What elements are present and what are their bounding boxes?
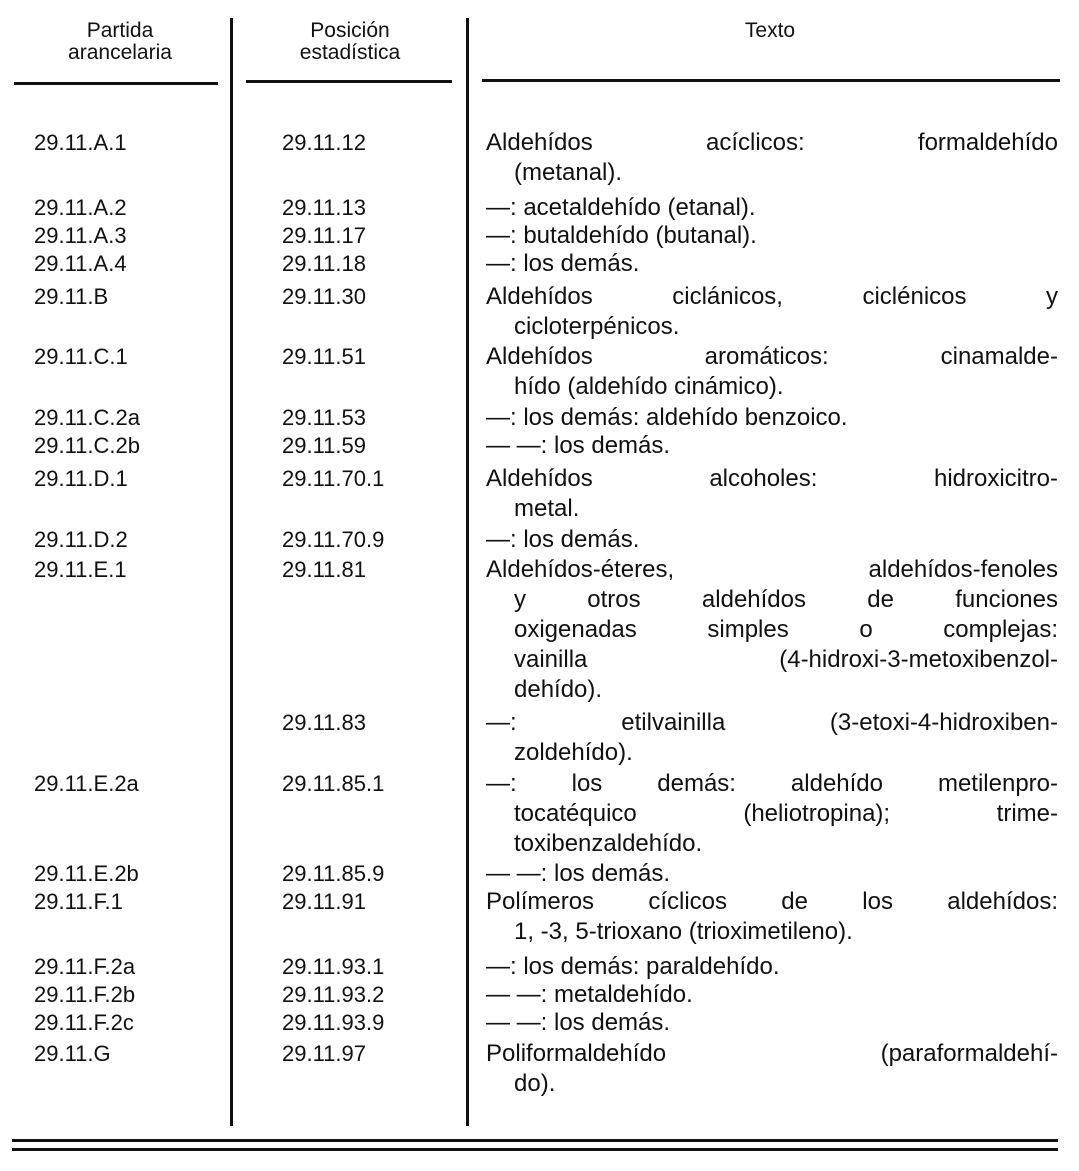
header-partida [20, 20, 220, 64]
partida-cell: 29.11.C.2a [34, 405, 141, 430]
texto-line: Aldehídos acíclicos: formaldehído [486, 129, 1058, 156]
posicion-cell: 29.11.93.2 [282, 982, 385, 1007]
texto-cell [486, 342, 1058, 402]
header-posicion [240, 20, 460, 64]
texto-line: tocatéquico (heliotropina); trime- [514, 800, 1058, 827]
texto-cell [486, 859, 1058, 889]
partida-cell: 29.11.A.1 [34, 130, 127, 155]
column-divider-2 [466, 18, 469, 1126]
texto-line: Aldehídos ciclánicos, ciclénicos y [486, 283, 1058, 310]
header-posicion-line1: Posición [310, 19, 390, 42]
texto-cell [486, 221, 1058, 251]
texto-line: —: los demás: paraldehído. [486, 953, 780, 980]
texto-cell [486, 464, 1058, 524]
posicion-cell: 29.11.30 [282, 284, 367, 309]
partida-cell: 29.11.A.2 [34, 195, 127, 220]
texto-line: — —: metaldehído. [486, 981, 693, 1008]
bottom-rule-1 [12, 1139, 1058, 1142]
posicion-cell: 29.11.91 [282, 889, 367, 914]
texto-line: —: butaldehído (butanal). [486, 222, 757, 249]
texto-line: y otros aldehídos de funciones [514, 586, 1058, 613]
partida-cell: 29.11.D.1 [34, 466, 128, 491]
posicion-cell: 29.11.70.9 [282, 527, 385, 552]
posicion-cell: 29.11.12 [282, 130, 367, 155]
partida-cell: 29.11.C.1 [34, 344, 128, 369]
header-partida-line1: Partida [86, 19, 154, 42]
partida-cell: 29.11.E.2a [34, 771, 139, 796]
texto-cell [486, 555, 1058, 705]
partida-cell: 29.11.C.2b [34, 433, 141, 458]
texto-line: do). [514, 1070, 556, 1097]
posicion-cell: 29.11.59 [282, 433, 367, 458]
texto-cell [486, 525, 1058, 555]
bottom-rule-2 [12, 1148, 1058, 1151]
posicion-cell: 29.11.93.1 [282, 954, 385, 979]
posicion-cell: 29.11.70.1 [282, 466, 385, 491]
texto-cell [486, 128, 1058, 188]
texto-cell [486, 249, 1058, 279]
header-underline-posicion [246, 80, 452, 83]
column-divider-1 [230, 18, 233, 1126]
texto-line: Poliformaldehído (paraformaldehí- [486, 1040, 1058, 1067]
texto-line: metal. [514, 495, 580, 522]
texto-cell [486, 708, 1058, 768]
partida-cell: 29.11.B [34, 284, 109, 309]
texto-line: oxigenadas simples o complejas: [514, 616, 1058, 643]
posicion-cell: 29.11.18 [282, 251, 367, 276]
texto-cell [486, 282, 1058, 342]
texto-cell [486, 769, 1058, 859]
partida-cell: 29.11.F.2a [34, 954, 136, 979]
texto-line: dehído). [514, 676, 603, 703]
partida-cell: 29.11.A.4 [34, 251, 127, 276]
texto-line: —: los demás: aldehído benzoico. [486, 404, 848, 431]
texto-line: vainilla (4-hidroxi-3-metoxibenzol- [514, 646, 1058, 673]
partida-cell: 29.11.F.1 [34, 889, 123, 914]
partida-cell: 29.11.G [34, 1041, 111, 1066]
texto-cell [486, 431, 1058, 461]
header-underline-texto [482, 79, 1060, 82]
texto-line: Aldehídos-éteres, aldehídos-fenoles [486, 556, 1058, 583]
texto-line: toxibenzaldehído. [514, 830, 703, 857]
posicion-cell: 29.11.53 [282, 405, 367, 430]
texto-line: — —: los demás. [486, 432, 671, 459]
partida-cell: 29.11.A.3 [34, 223, 127, 248]
texto-line: Aldehídos alcoholes: hidroxicitro- [486, 465, 1058, 492]
header-partida-line2: arancelaria [68, 41, 172, 64]
header-texto [480, 20, 1060, 42]
partida-cell: 29.11.E.1 [34, 557, 127, 582]
texto-cell [486, 1008, 1058, 1038]
posicion-cell: 29.11.13 [282, 195, 367, 220]
partida-cell: 29.11.F.2b [34, 982, 136, 1007]
texto-cell [486, 952, 1058, 982]
texto-line: zoldehído). [514, 739, 633, 766]
posicion-cell: 29.11.85.1 [282, 771, 385, 796]
texto-cell [486, 887, 1058, 947]
texto-line: Polímeros cíclicos de los aldehídos: [486, 888, 1058, 915]
posicion-cell: 29.11.83 [282, 710, 367, 735]
partida-cell: 29.11.F.2c [34, 1010, 134, 1035]
posicion-cell: 29.11.97 [282, 1041, 367, 1066]
posicion-cell: 29.11.85.9 [282, 861, 385, 886]
posicion-cell: 29.11.17 [282, 223, 367, 248]
texto-cell [486, 193, 1058, 223]
header-texto-label: Texto [744, 19, 796, 42]
partida-cell: 29.11.E.2b [34, 861, 139, 886]
texto-line: —: etilvainilla (3-etoxi-4-hidroxiben- [486, 709, 1058, 736]
texto-line: —: los demás. [486, 526, 640, 553]
texto-line: 1, -3, 5-trioxano (trioximetileno). [514, 918, 853, 945]
header-underline-partida [14, 82, 218, 85]
texto-cell [486, 403, 1058, 433]
texto-line: — —: los demás. [486, 860, 671, 887]
texto-line: (metanal). [514, 159, 623, 186]
posicion-cell: 29.11.81 [282, 557, 367, 582]
texto-line: Aldehídos aromáticos: cinamalde- [486, 343, 1058, 370]
texto-line: hído (aldehído cinámico). [514, 373, 784, 400]
posicion-cell: 29.11.51 [282, 344, 367, 369]
texto-line: —: acetaldehído (etanal). [486, 194, 756, 221]
texto-line: —: los demás: aldehído metilenpro- [486, 770, 1058, 797]
texto-cell [486, 1039, 1058, 1099]
header-posicion-line2: estadística [299, 41, 401, 64]
posicion-cell: 29.11.93.9 [282, 1010, 385, 1035]
texto-line: — —: los demás. [486, 1009, 671, 1036]
texto-line: —: los demás. [486, 250, 640, 277]
texto-cell [486, 980, 1058, 1010]
texto-line: cicloterpénicos. [514, 313, 680, 340]
partida-cell: 29.11.D.2 [34, 527, 128, 552]
